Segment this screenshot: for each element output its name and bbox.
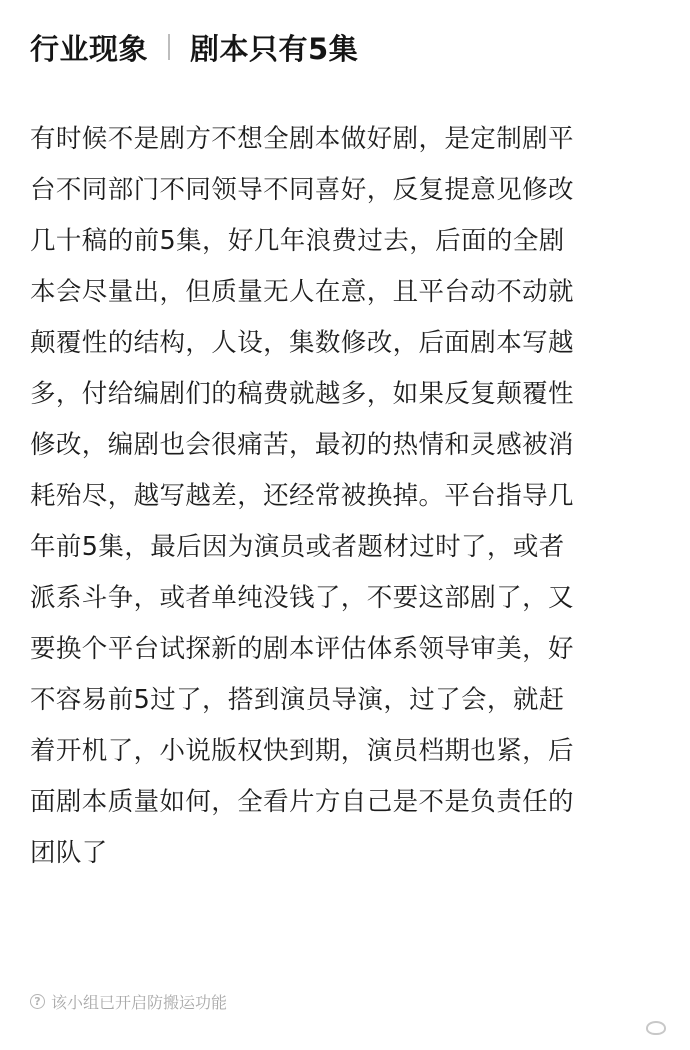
post-body-line: 年前5集，最后因为演员或者题材过时了，或者 [30,532,565,562]
post-body-line: 要换个平台试探新的剧本评估体系领导审美，好 [30,634,574,664]
post [30,22,665,879]
post-body-line: 本会尽量出，但质量无人在意，且平台动不动就 [30,277,574,307]
post-body-line: 团队了 [30,838,108,868]
anti-repost-notice-text: 该小组已开启防搬运功能 [51,993,228,1012]
post-body-line: 派系斗争，或者单纯没钱了，不要这部剧了，又 [30,583,574,613]
post-body-line: 着开机了，小说版权快到期，演员档期也紧，后 [30,736,574,766]
post-title-category: 行业现象 [30,31,149,66]
post-body-line: 修改，编剧也会很痛苦，最初的热情和灵感被消 [30,430,574,460]
post-body-line: 几十稿的前5集，好几年浪费过去，后面的全剧 [30,226,565,256]
weibo-logo-icon [644,1018,670,1038]
post-body-line: 多，付给编剧们的稿费就越多，如果反复颠覆性 [30,379,574,409]
question-circle-icon: ? [30,994,45,1009]
anti-repost-notice [30,990,227,1013]
watermark [644,1018,670,1038]
post-body-line: 台不同部门不同领导不同喜好，反复提意见修改 [30,175,574,205]
post-title [30,22,665,72]
post-title-main: 剧本只有5集 [190,31,359,66]
post-body [30,114,665,879]
post-body-line: 有时候不是剧方不想全剧本做好剧，是定制剧平 [30,124,574,154]
post-body-line: 耗殆尽，越写越差，还经常被换掉。平台指导几 [30,481,574,511]
post-body-line: 颠覆性的结构，人设，集数修改，后面剧本写越 [30,328,574,358]
post-body-line: 面剧本质量如何，全看片方自己是不是负责任的 [30,787,574,817]
post-body-line: 不容易前5过了，搭到演员导演，过了会，就赶 [30,685,565,715]
title-divider [168,34,170,60]
